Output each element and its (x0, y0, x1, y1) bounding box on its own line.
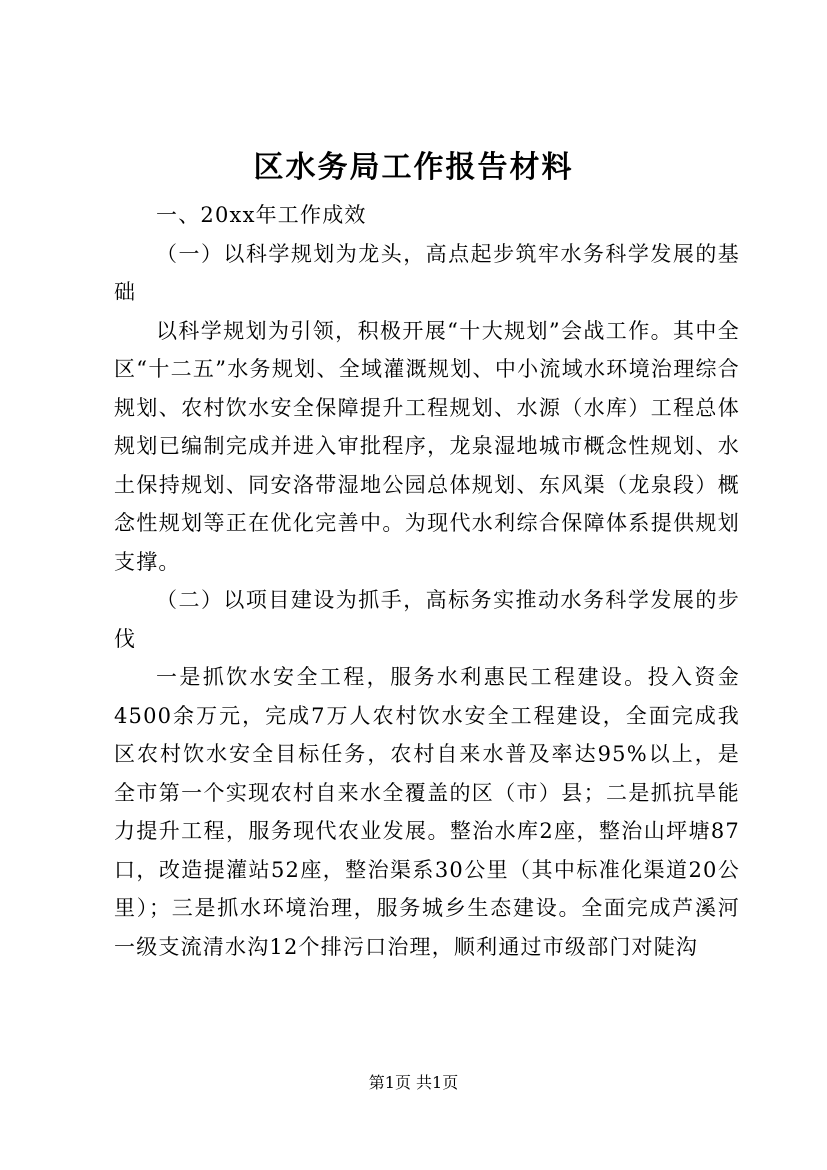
subsection-heading-1: （一）以科学规划为龙头，高点起步筑牢水务科学发展的基础 (114, 241, 740, 304)
paragraph-projects: 一是抓饮水安全工程，服务水利惠民工程建设。投入资金4500余万元，完成7万人农村饮水安全工程建设，全面完成我区农村饮水安全目标任务，农村自来水普及率达95%以上，是全市第一个实现农村自来水全覆盖的区（市）县；二是抓抗旱能力提升工程，服务现代农业发展。整治水库2座，整治山坪塘87口，改造提灌站52座，整治渠系30公里（其中标准化渠道20公里）；三是抓水环境治理，服务城乡生态建设。全面完成芦溪河一级支流清水沟12个排污口治理，顺利通过市级部门对陡沟 (114, 665, 740, 959)
document-body (114, 196, 740, 966)
page-footer: 第1页 共1页 (368, 1073, 459, 1092)
section-heading: 一、20xx年工作成效 (156, 203, 367, 227)
paragraph-planning: 以科学规划为引领，积极开展“十大规划”会战工作。其中全区“十二五”水务规划、全域灌溉规划、中小流域水环境治理综合规划、农村饮水安全保障提升工程规划、水源（水库）工程总体规划已编制完成并进入审批程序，龙泉湿地城市概念性规划、水土保持规划、同安洛带湿地公园总体规划、东风渠（龙泉段）概念性规划等正在优化完善中。为现代水利综合保障体系提供规划支撑。 (114, 318, 740, 574)
subsection-heading-2: （二）以项目建设为抓手，高标务实推动水务科学发展的步伐 (114, 588, 740, 651)
document-title: 区水务局工作报告材料 (253, 150, 574, 185)
